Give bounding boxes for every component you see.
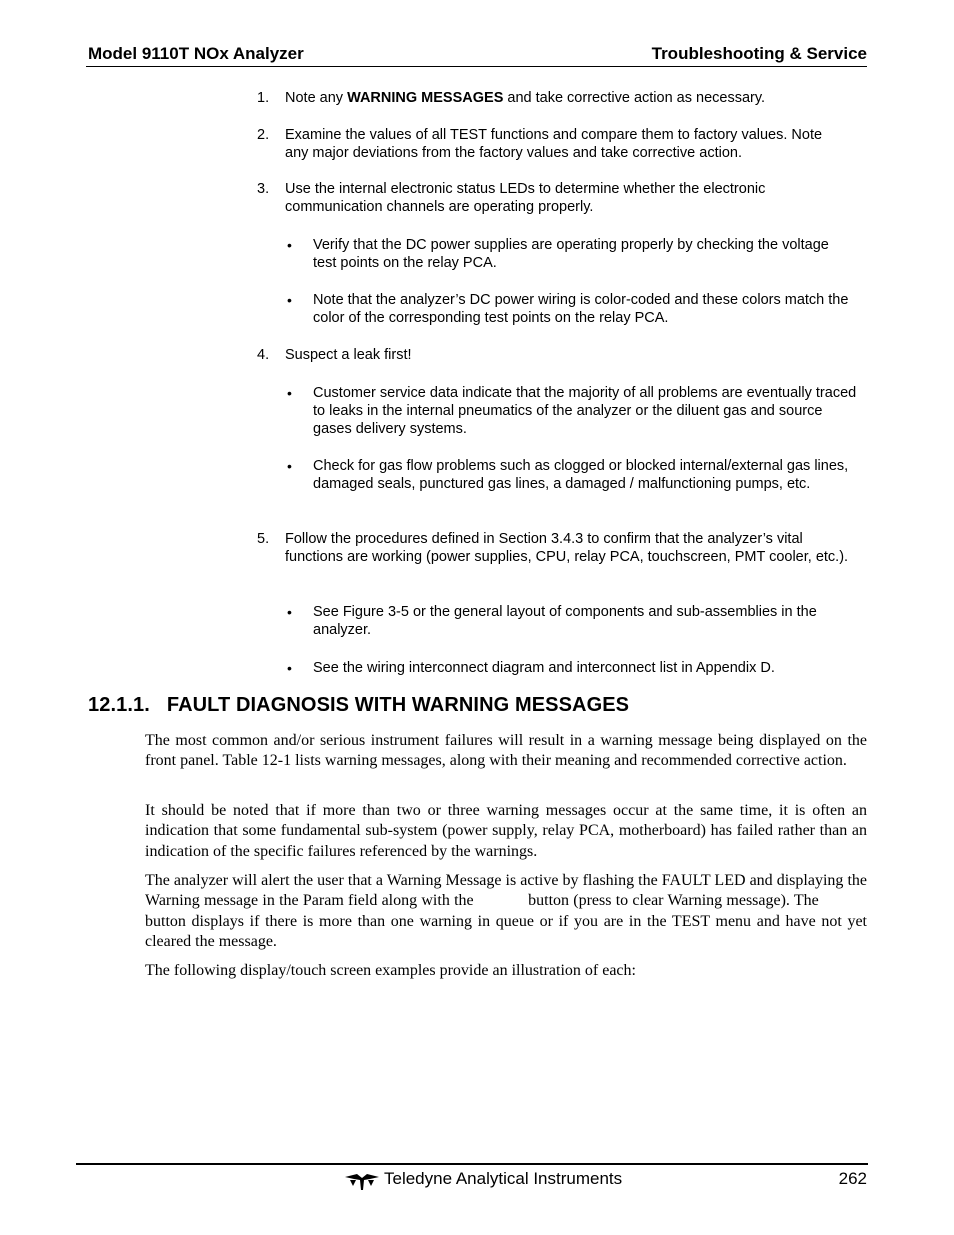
bullet-marker: • [287, 237, 292, 253]
bullet-marker: • [287, 458, 292, 474]
list-item: Suspect a leak first! [285, 347, 412, 363]
bullet-item: See the wiring interconnect diagram and interconnect list in Appendix D. [313, 660, 775, 676]
bullet-marker: • [287, 660, 292, 676]
list-number: 2. [257, 127, 270, 143]
bullet-item: Customer service data indicate that the majority of all problems are eventually traced to leaks in the internal pneumatics of the analyzer or the diluent gas and source gases delivery systems. [313, 385, 857, 437]
header-title: Model 9110T NOx Analyzer [88, 44, 304, 63]
page-number: 262 [838, 1169, 867, 1188]
list-number: 1. [257, 90, 270, 106]
list-item-text: and take corrective action as necessary. [503, 90, 766, 106]
list-number: 3. [257, 181, 270, 197]
list-number: 4. [257, 347, 270, 363]
section-heading [88, 694, 629, 717]
body-paragraph: It should be noted that if more than two or three warning messages occur at the same time, it is often an indication that some fundamental sub-system (power supply, relay PCA, motherboard) has failed rather than an indication of the specific failures referenced by the warnings. [145, 802, 867, 860]
list-number: 5. [257, 531, 270, 547]
bullet-item: Check for gas flow problems such as clogged or blocked internal/external gas lines, damaged seals, punctured gas lines, a damaged / malfunctioning pumps, etc. [313, 458, 849, 492]
header-rule [86, 66, 867, 67]
footer-company: Teledyne Analytical Instruments [384, 1169, 623, 1188]
bullet-item: Verify that the DC power supplies are operating properly by checking the voltage test points on the relay PCA. [313, 237, 829, 271]
bullet-item: See Figure 3-5 or the general layout of components and sub-assemblies in the analyzer. [313, 604, 817, 638]
paragraph-text: button displays if there is more than one warning in queue or if you are in the TEST menu and have not yet cleared the message. [145, 912, 867, 950]
body-paragraph: The most common and/or serious instrument failures will result in a warning message being displayed on the front panel. Table 12-1 lists warning messages, along with their meaning and recommended corrective action. [145, 732, 867, 770]
warning-messages-emphasis: WARNING MESSAGES [347, 90, 504, 106]
body-paragraph: The following display/touch screen examples provide an illustration of each: [145, 962, 636, 979]
paragraph-text: button (press to clear Warning message). The [528, 892, 819, 910]
teledyne-logo-icon [344, 1171, 380, 1191]
bullet-item: Note that the analyzer’s DC power wiring is color-coded and these colors match the color of the corresponding test points on the relay PCA. [313, 292, 849, 326]
footer-rule [76, 1163, 868, 1165]
list-item-text: Note any [285, 90, 348, 106]
header-section: Troubleshooting & Service [651, 44, 867, 63]
list-item [285, 89, 870, 107]
section-number: 12.1.1. [88, 694, 150, 716]
paragraph-text: The analyzer will alert the user that a Warning Message is active by flashing the FAULT LED and displaying the Warning message in the Param field along with the [145, 872, 867, 910]
list-item: Examine the values of all TEST functions and compare them to factory values. Note any major deviations from the factory values and take corrective action. [285, 127, 823, 161]
bullet-marker: • [287, 604, 292, 620]
bullet-marker: • [287, 385, 292, 401]
list-item: Use the internal electronic status LEDs to determine whether the electronic communication channels are operating properly. [285, 181, 766, 215]
body-paragraph [145, 871, 867, 952]
section-title: FAULT DIAGNOSIS WITH WARNING MESSAGES [166, 694, 630, 716]
list-item: Follow the procedures defined in Section 3.4.3 to confirm that the analyzer’s vital functions are working (power supplies, CPU, relay PCA, touchscreen, PMT cooler, etc.). [285, 531, 849, 565]
bullet-marker: • [287, 292, 292, 308]
